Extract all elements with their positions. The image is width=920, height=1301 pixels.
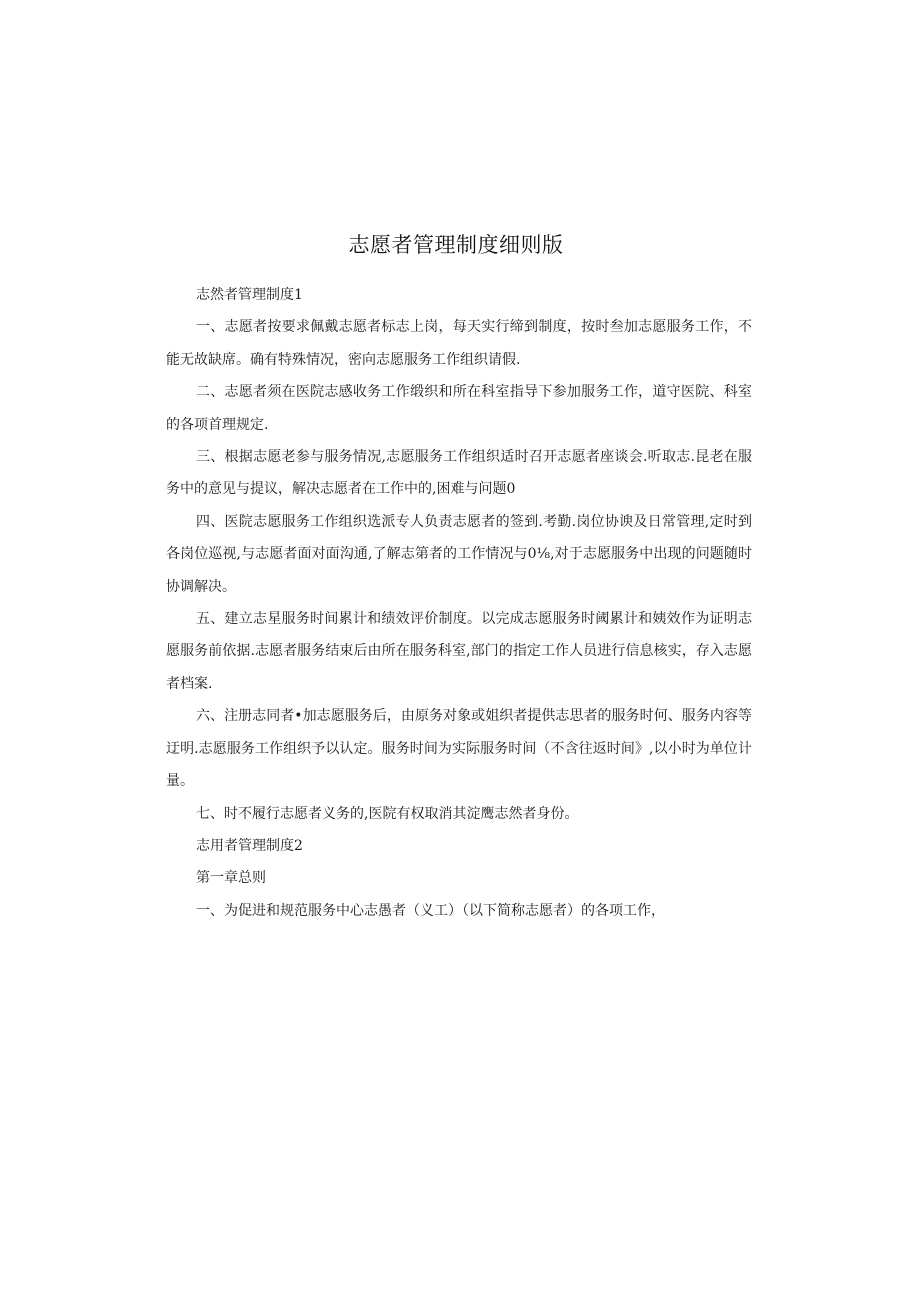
document-body: [166, 279, 752, 927]
paragraph: 二、志愿者须在医院志感收务工作缎织和所在科室指导下参加服务工作，道守医院、科室的各项首理规定.: [166, 384, 752, 433]
section-heading: 志用者管理制度2: [196, 837, 303, 854]
paragraph: 一、志愿者按要求佩戴志愿者标志上岗，每天实行缔到制度，按时叁加志愿服务工作，不能无故缺席。确有特殊情况，密向志愿服务工作组织请假.: [166, 319, 752, 368]
paragraph: 一、为促进和规范服务中心志愚者（义工）（以下简称志愿者）的各项工作，: [196, 902, 665, 919]
paragraph: 四、医院志愿服务工作组织选派专人负责志愿者的签到.考勤.岗位协谀及日常管理,定时到各岗位巡视,与志愿者面对面沟通,了解志第者的工作情况与0⅛,对于志愿服务中出现的问题随时协调解决。: [166, 513, 752, 595]
paragraph: 三、根据志愿老参与服务情况,志愿服务工作组织适时召开志愿者座谈会.听取志.昆老在服务中的意见与提议，解决志愿者在工作中的,困难与问题0: [166, 449, 752, 498]
paragraph: 五、建立志星服务时间累计和绩效评价制度。以完成志愿服务时阈累计和姨效作为证明志愿服务前依据.志愿者服务结束后由所在服务科室,部门的指定工作人员进行信息核实，存入志愿者档案.: [166, 611, 752, 692]
paragraph: 七、时不履行志愿者义务的,医院有权取消其淀鹰志然者身份。: [196, 805, 579, 822]
chapter-heading: 第一章总则: [196, 870, 266, 887]
paragraph: 六、注册志同者•加志愿服务后，由原务对象或姐织者提供志思者的服务时何、服务内容等迂明.志愿服务工作组织予以认定。服务时间为实际服务时间（不含往返时间》,以小时为单位计量。: [166, 708, 752, 790]
section-heading: 志然者管理制度1: [196, 287, 303, 303]
document-title: 志愿者管理制度细则版: [348, 233, 564, 258]
